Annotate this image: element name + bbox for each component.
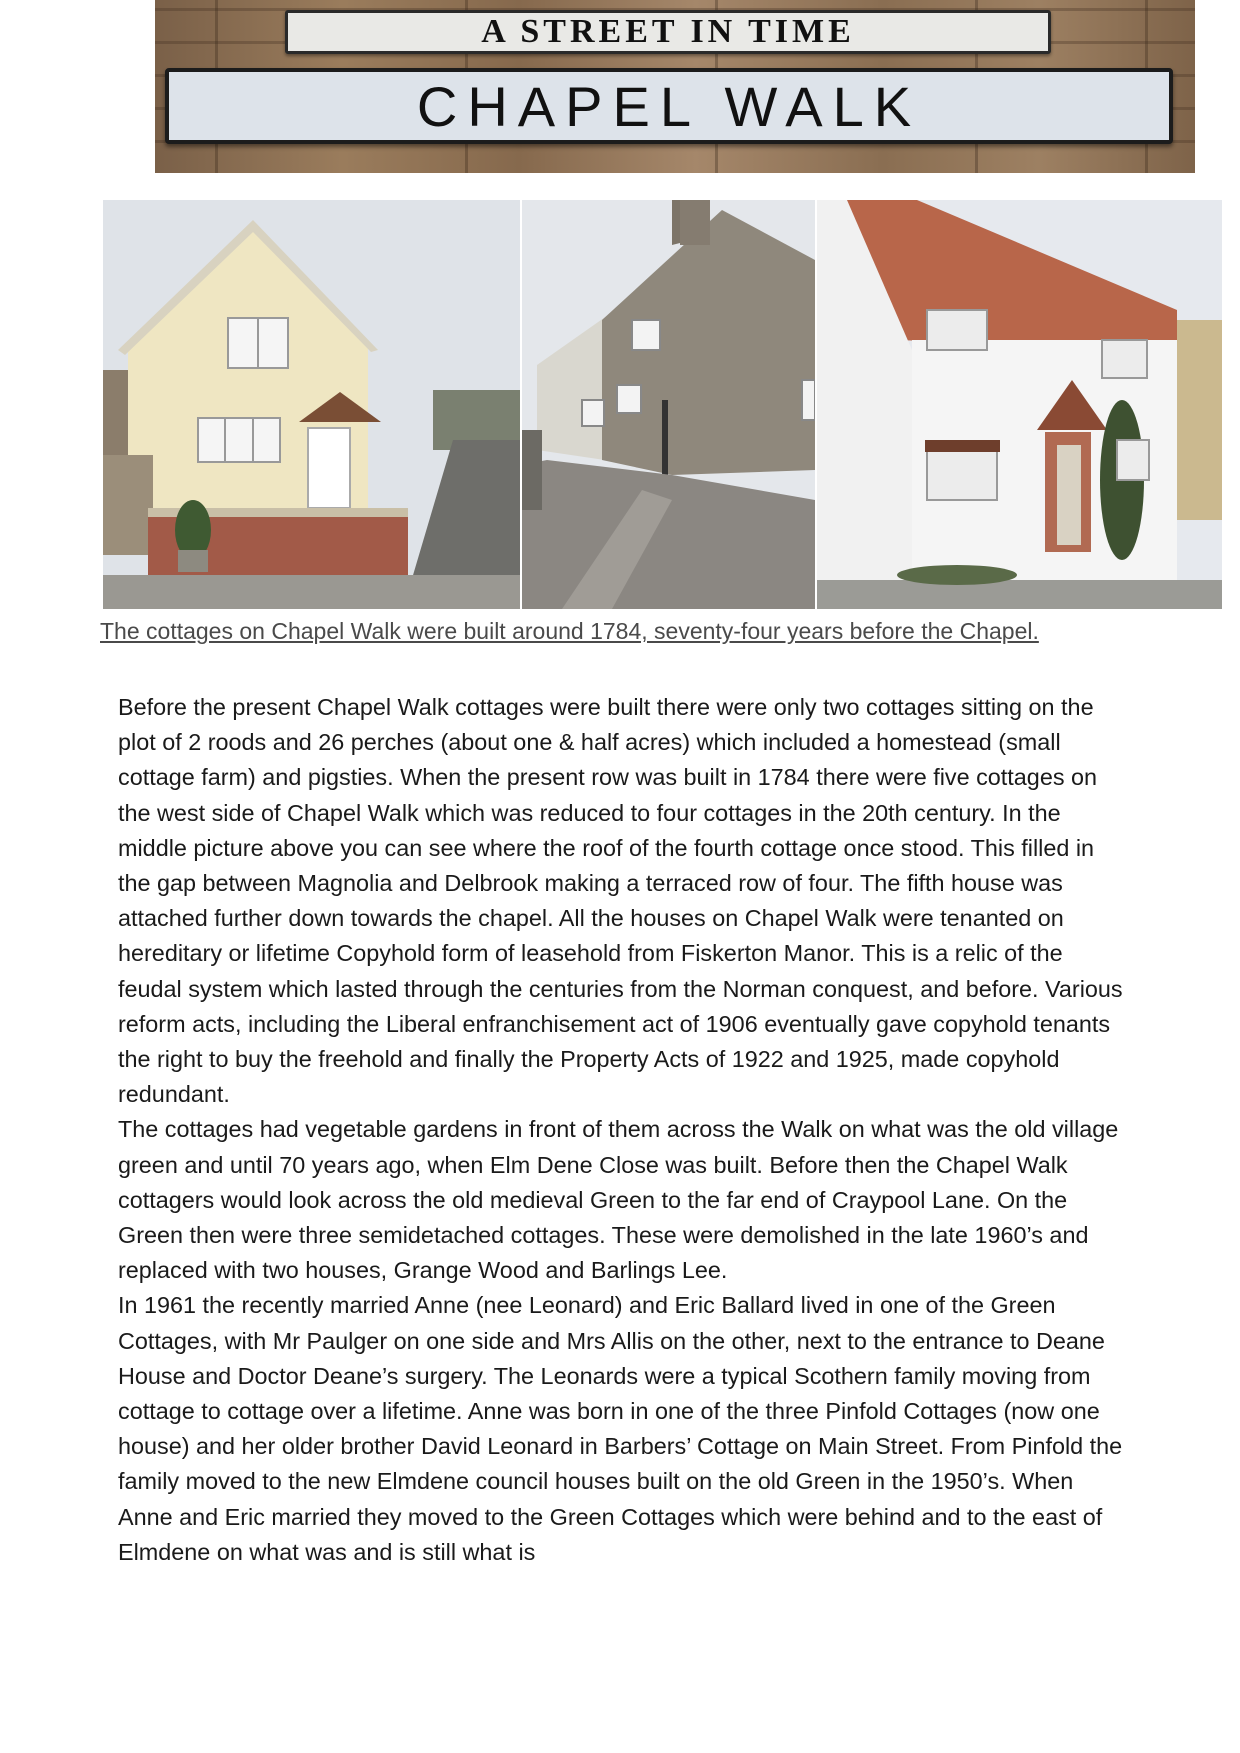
sign-subtitle-plate [285, 10, 1051, 54]
sign-subtitle: A STREET IN TIME [481, 13, 855, 50]
street-sign-banner [155, 0, 1195, 173]
stone-row-image [522, 200, 814, 609]
article-body [118, 690, 1128, 1570]
white-cottage-image [817, 200, 1222, 609]
photo-strip [103, 200, 1222, 609]
photo-cream-cottage [103, 200, 520, 609]
article-paragraph: In 1961 the recently married Anne (nee Leonard) and Eric Ballard lived in one of the Green Cottages, with Mr Paulger on one side and Mrs Allis on the other, next to the entrance to Deane House and Doctor Deane’s surgery. The Leonards were a typical Scothern family moving from cottage to cottage over a lifetime. Anne was born in one of the three Pinfold Cottages (now one house) and her older brother David Leonard in Barbers’ Cottage on Main Street. From Pinfold the family moved to the new Elmdene council houses built on the old Green in the 1950’s. When Anne and Eric married they moved to the Green Cottages which were behind and to the east of Elmdene on what was and is still what is [118, 1292, 1123, 1565]
photo-stone-row [522, 200, 814, 609]
cream-cottage-image [103, 200, 520, 609]
photo-caption: The cottages on Chapel Walk were built around 1784, seventy-four years before the Chapel. [100, 618, 1039, 644]
sign-street-name: CHAPEL WALK [416, 74, 922, 138]
article-paragraph: Before the present Chapel Walk cottages were built there were only two cottages sitting on the plot of 2 roods and 26 perches (about one & half acres) which included a homestead (small cottage farm) and pigsties. When the present row was built in 1784 there were five cottages on the west side of Chapel Walk which was reduced to four cottages in the 20th century. In the middle picture above you can see where the roof of the fourth cottage once stood. This filled in the gap between Magnolia and Delbrook making a terraced row of four. The fifth house was attached further down towards the chapel. All the houses on Chapel Walk were tenanted on hereditary or lifetime Copyhold form of leasehold from Fiskerton Manor. This is a relic of the feudal system which lasted through the centuries from the Norman conquest, and before. Various reform acts, including the Liberal enfranchisement act of 1906 eventually gave copyhold tenants the right to buy the freehold and finally the Property Acts of 1922 and 1925, made copyhold redundant. [118, 694, 1123, 1108]
sign-street-name-plate [165, 68, 1173, 144]
photo-white-cottage [817, 200, 1222, 609]
article-paragraph: The cottages had vegetable gardens in front of them across the Walk on what was the old village green and until 70 years ago, when Elm Dene Close was built. Before then the Chapel Walk cottagers would look across the old medieval Green to the far end of Craypool Lane. On the Green then were three semidetached cottages. These were demolished in the late 1960’s and replaced with two houses, Grange Wood and Barlings Lee. [118, 1116, 1119, 1284]
